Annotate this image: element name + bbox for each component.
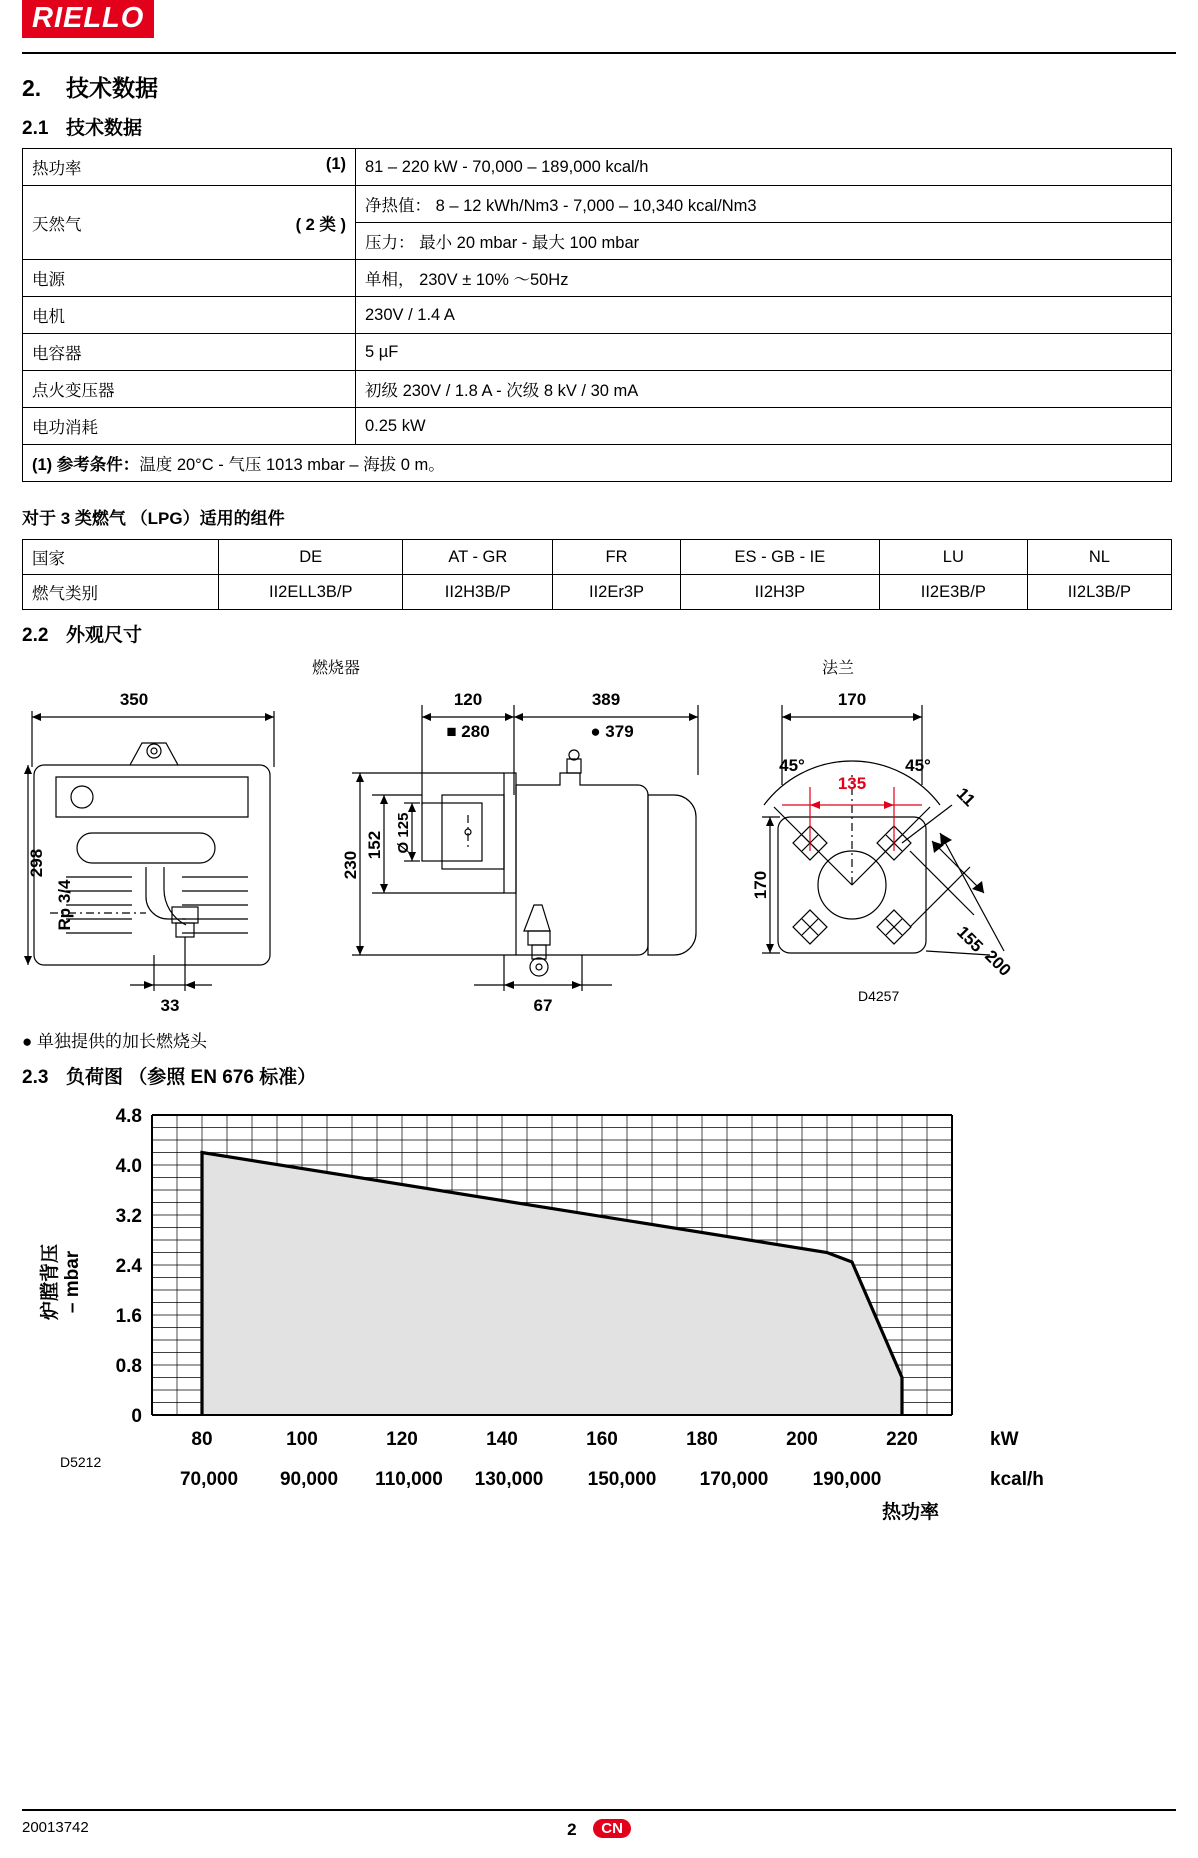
y-axis-label-2: – mbar bbox=[62, 1250, 83, 1314]
xtick-kw-1: 100 bbox=[286, 1429, 318, 1450]
dim-33: 33 bbox=[160, 996, 180, 1015]
note-bold: (1) 参考条件： bbox=[32, 456, 140, 474]
header-divider bbox=[22, 52, 1176, 54]
row-value: 净热值： 8 – 12 kWh/Nm3 - 7,000 – 10,340 kcal/Nm3 bbox=[356, 186, 1172, 223]
row-label: 电机 bbox=[32, 308, 65, 326]
section-2-heading bbox=[22, 70, 1176, 103]
dim-angle-2: 45° bbox=[905, 756, 931, 775]
row-value: 0.25 kW bbox=[356, 408, 1172, 445]
chart-drawing-code: D5212 bbox=[60, 1454, 102, 1470]
dim-379: ● 379 bbox=[590, 722, 634, 741]
dim-155: 155 bbox=[953, 922, 987, 956]
row-tag: ( 2 类 ) bbox=[295, 215, 346, 234]
row-tag: (1) bbox=[325, 155, 346, 173]
row-label: 点火变压器 bbox=[32, 382, 115, 400]
page-number-wrap bbox=[22, 1819, 1176, 1840]
x-axis-unit-kcal: kcal/h bbox=[990, 1469, 1044, 1490]
row-label-cell bbox=[23, 334, 356, 371]
drawings-svg bbox=[22, 655, 1182, 1025]
flange-caption: 法兰 bbox=[822, 660, 855, 677]
table-row bbox=[23, 540, 1172, 575]
xtick-kcal-2: 110,000 bbox=[375, 1469, 443, 1490]
section-2-3-heading bbox=[22, 1062, 1176, 1089]
row-label-cell bbox=[23, 186, 356, 260]
page-number: 2 bbox=[567, 1820, 577, 1839]
ytick-2: 1.6 bbox=[115, 1306, 142, 1327]
row-label-cell bbox=[23, 260, 356, 297]
table-row bbox=[23, 575, 1172, 610]
load-chart bbox=[22, 1097, 1176, 1523]
row-value: 单相， 230V ± 10% 〜50Hz bbox=[356, 260, 1172, 297]
row-value: 5 µF bbox=[356, 334, 1172, 371]
dim-280: ■ 280 bbox=[446, 722, 490, 741]
section-2-1-heading bbox=[22, 113, 1176, 140]
ytick-4: 3.2 bbox=[115, 1206, 142, 1227]
row-label-cell bbox=[23, 408, 356, 445]
section-2-1-number: 2.1 bbox=[22, 118, 49, 139]
dim-flange-170-left: 170 bbox=[751, 870, 770, 900]
dim-230: 230 bbox=[341, 850, 360, 880]
section-2-1-title: 技术数据 bbox=[66, 118, 143, 139]
ytick-3: 2.4 bbox=[115, 1256, 142, 1277]
row-label-cell bbox=[23, 149, 356, 186]
row-label-cell bbox=[23, 297, 356, 334]
row-value: 压力： 最小 20 mbar - 最大 100 mbar bbox=[356, 223, 1172, 260]
row-label: 电功消耗 bbox=[32, 419, 98, 437]
lpg-category: II2E3B/P bbox=[879, 575, 1027, 610]
ytick-0: 0 bbox=[131, 1406, 142, 1427]
table-row bbox=[23, 186, 1172, 223]
table-row bbox=[23, 149, 1172, 186]
lpg-category: II2Er3P bbox=[553, 575, 681, 610]
dim-298: 298 bbox=[27, 848, 46, 878]
xtick-kw-5: 180 bbox=[686, 1429, 718, 1450]
table-row bbox=[23, 297, 1172, 334]
burner-caption: 燃烧器 bbox=[312, 660, 361, 677]
lpg-country: DE bbox=[219, 540, 403, 575]
xtick-kw-3: 140 bbox=[486, 1429, 518, 1450]
table-row bbox=[23, 371, 1172, 408]
section-2-number: 2. bbox=[22, 75, 42, 101]
section-2-title: 技术数据 bbox=[66, 75, 158, 101]
dim-135: 135 bbox=[837, 774, 867, 793]
xtick-kcal-6: 190,000 bbox=[812, 1469, 882, 1490]
note-rest: 温度 20°C - 气压 1013 mbar – 海拔 0 m。 bbox=[139, 456, 445, 474]
dim-dia125: Ø 125 bbox=[395, 812, 412, 854]
section-2-2-number: 2.2 bbox=[22, 625, 49, 646]
row-label: 天然气 bbox=[32, 215, 82, 234]
dim-389: 389 bbox=[591, 690, 621, 709]
lpg-country: FR bbox=[553, 540, 681, 575]
x-axis-unit-kw: kW bbox=[990, 1429, 1019, 1450]
dim-angle-1: 45° bbox=[779, 756, 805, 775]
row-value: 81 – 220 kW - 70,000 – 189,000 kcal/h bbox=[356, 149, 1172, 186]
dim-flange-170-top: 170 bbox=[837, 690, 867, 709]
xtick-kw-0: 80 bbox=[191, 1429, 213, 1450]
xtick-kcal-5: 170,000 bbox=[699, 1469, 769, 1490]
dim-67: 67 bbox=[533, 996, 553, 1015]
load-chart-svg bbox=[22, 1097, 1182, 1497]
lpg-country: NL bbox=[1027, 540, 1171, 575]
lpg-row-label: 燃气类别 bbox=[23, 575, 219, 610]
lpg-category: II2ELL3B/P bbox=[219, 575, 403, 610]
row-value: 230V / 1.4 A bbox=[356, 297, 1172, 334]
dim-11: 11 bbox=[952, 784, 979, 811]
language-badge: CN bbox=[593, 1819, 631, 1838]
xtick-kw-7: 220 bbox=[886, 1429, 918, 1450]
lpg-category: II2H3B/P bbox=[403, 575, 553, 610]
row-label-cell bbox=[23, 371, 356, 408]
header bbox=[22, 0, 1176, 46]
dim-152: 152 bbox=[365, 830, 384, 860]
xtick-kcal-4: 150,000 bbox=[587, 1469, 657, 1490]
xtick-kw-6: 200 bbox=[786, 1429, 818, 1450]
table-row bbox=[23, 408, 1172, 445]
lpg-country: AT - GR bbox=[403, 540, 553, 575]
technical-data-table bbox=[22, 148, 1172, 482]
ytick-5: 4.0 bbox=[115, 1156, 142, 1177]
xtick-kcal-1: 90,000 bbox=[279, 1469, 339, 1490]
row-label: 电容器 bbox=[32, 345, 82, 363]
drawing-legend: ● 单独提供的加长燃烧头 bbox=[22, 1032, 207, 1051]
lpg-country: LU bbox=[879, 540, 1027, 575]
section-2-2-title: 外观尺寸 bbox=[66, 625, 143, 646]
section-2-2-heading bbox=[22, 620, 1176, 647]
xtick-kw-2: 120 bbox=[386, 1429, 418, 1450]
x-axis-title: 热功率 bbox=[882, 1502, 940, 1523]
ytick-6: 4.8 bbox=[115, 1106, 142, 1127]
dim-200: 200 bbox=[981, 946, 1015, 980]
table-row bbox=[23, 260, 1172, 297]
dimension-drawings bbox=[22, 655, 1176, 1025]
y-axis-label-1: 炉膛背压 bbox=[40, 1243, 61, 1321]
row-label: 电源 bbox=[32, 271, 65, 289]
drawing-code: D4257 bbox=[858, 988, 900, 1004]
lpg-row-label: 国家 bbox=[23, 540, 219, 575]
lpg-country: ES - GB - IE bbox=[680, 540, 879, 575]
dim-120: 120 bbox=[453, 690, 483, 709]
lpg-category: II2H3P bbox=[680, 575, 879, 610]
lpg-title: 对于 3 类燃气 （LPG）适用的组件 bbox=[22, 509, 285, 528]
footer bbox=[22, 1809, 1176, 1840]
dim-rp34: Rp 3/4 bbox=[55, 879, 74, 931]
row-value: 初级 230V / 1.8 A - 次级 8 kV / 30 mA bbox=[356, 371, 1172, 408]
table-row bbox=[23, 334, 1172, 371]
section-2-3-number: 2.3 bbox=[22, 1067, 49, 1088]
section-2-3-title: 负荷图 （参照 EN 676 标准） bbox=[66, 1067, 317, 1088]
lpg-table bbox=[22, 539, 1172, 610]
document-code: 20013742 bbox=[22, 1819, 89, 1836]
row-label: 热功率 bbox=[32, 160, 82, 178]
xtick-kcal-3: 130,000 bbox=[474, 1469, 544, 1490]
lpg-category: II2L3B/P bbox=[1027, 575, 1171, 610]
dim-350: 350 bbox=[119, 690, 149, 709]
xtick-kcal-0: 70,000 bbox=[179, 1469, 239, 1490]
ytick-1: 0.8 bbox=[115, 1356, 142, 1377]
xtick-kw-4: 160 bbox=[586, 1429, 618, 1450]
table-row-note bbox=[23, 445, 1172, 482]
note-cell bbox=[23, 445, 1172, 482]
brand-logo: RIELLO bbox=[22, 0, 154, 38]
